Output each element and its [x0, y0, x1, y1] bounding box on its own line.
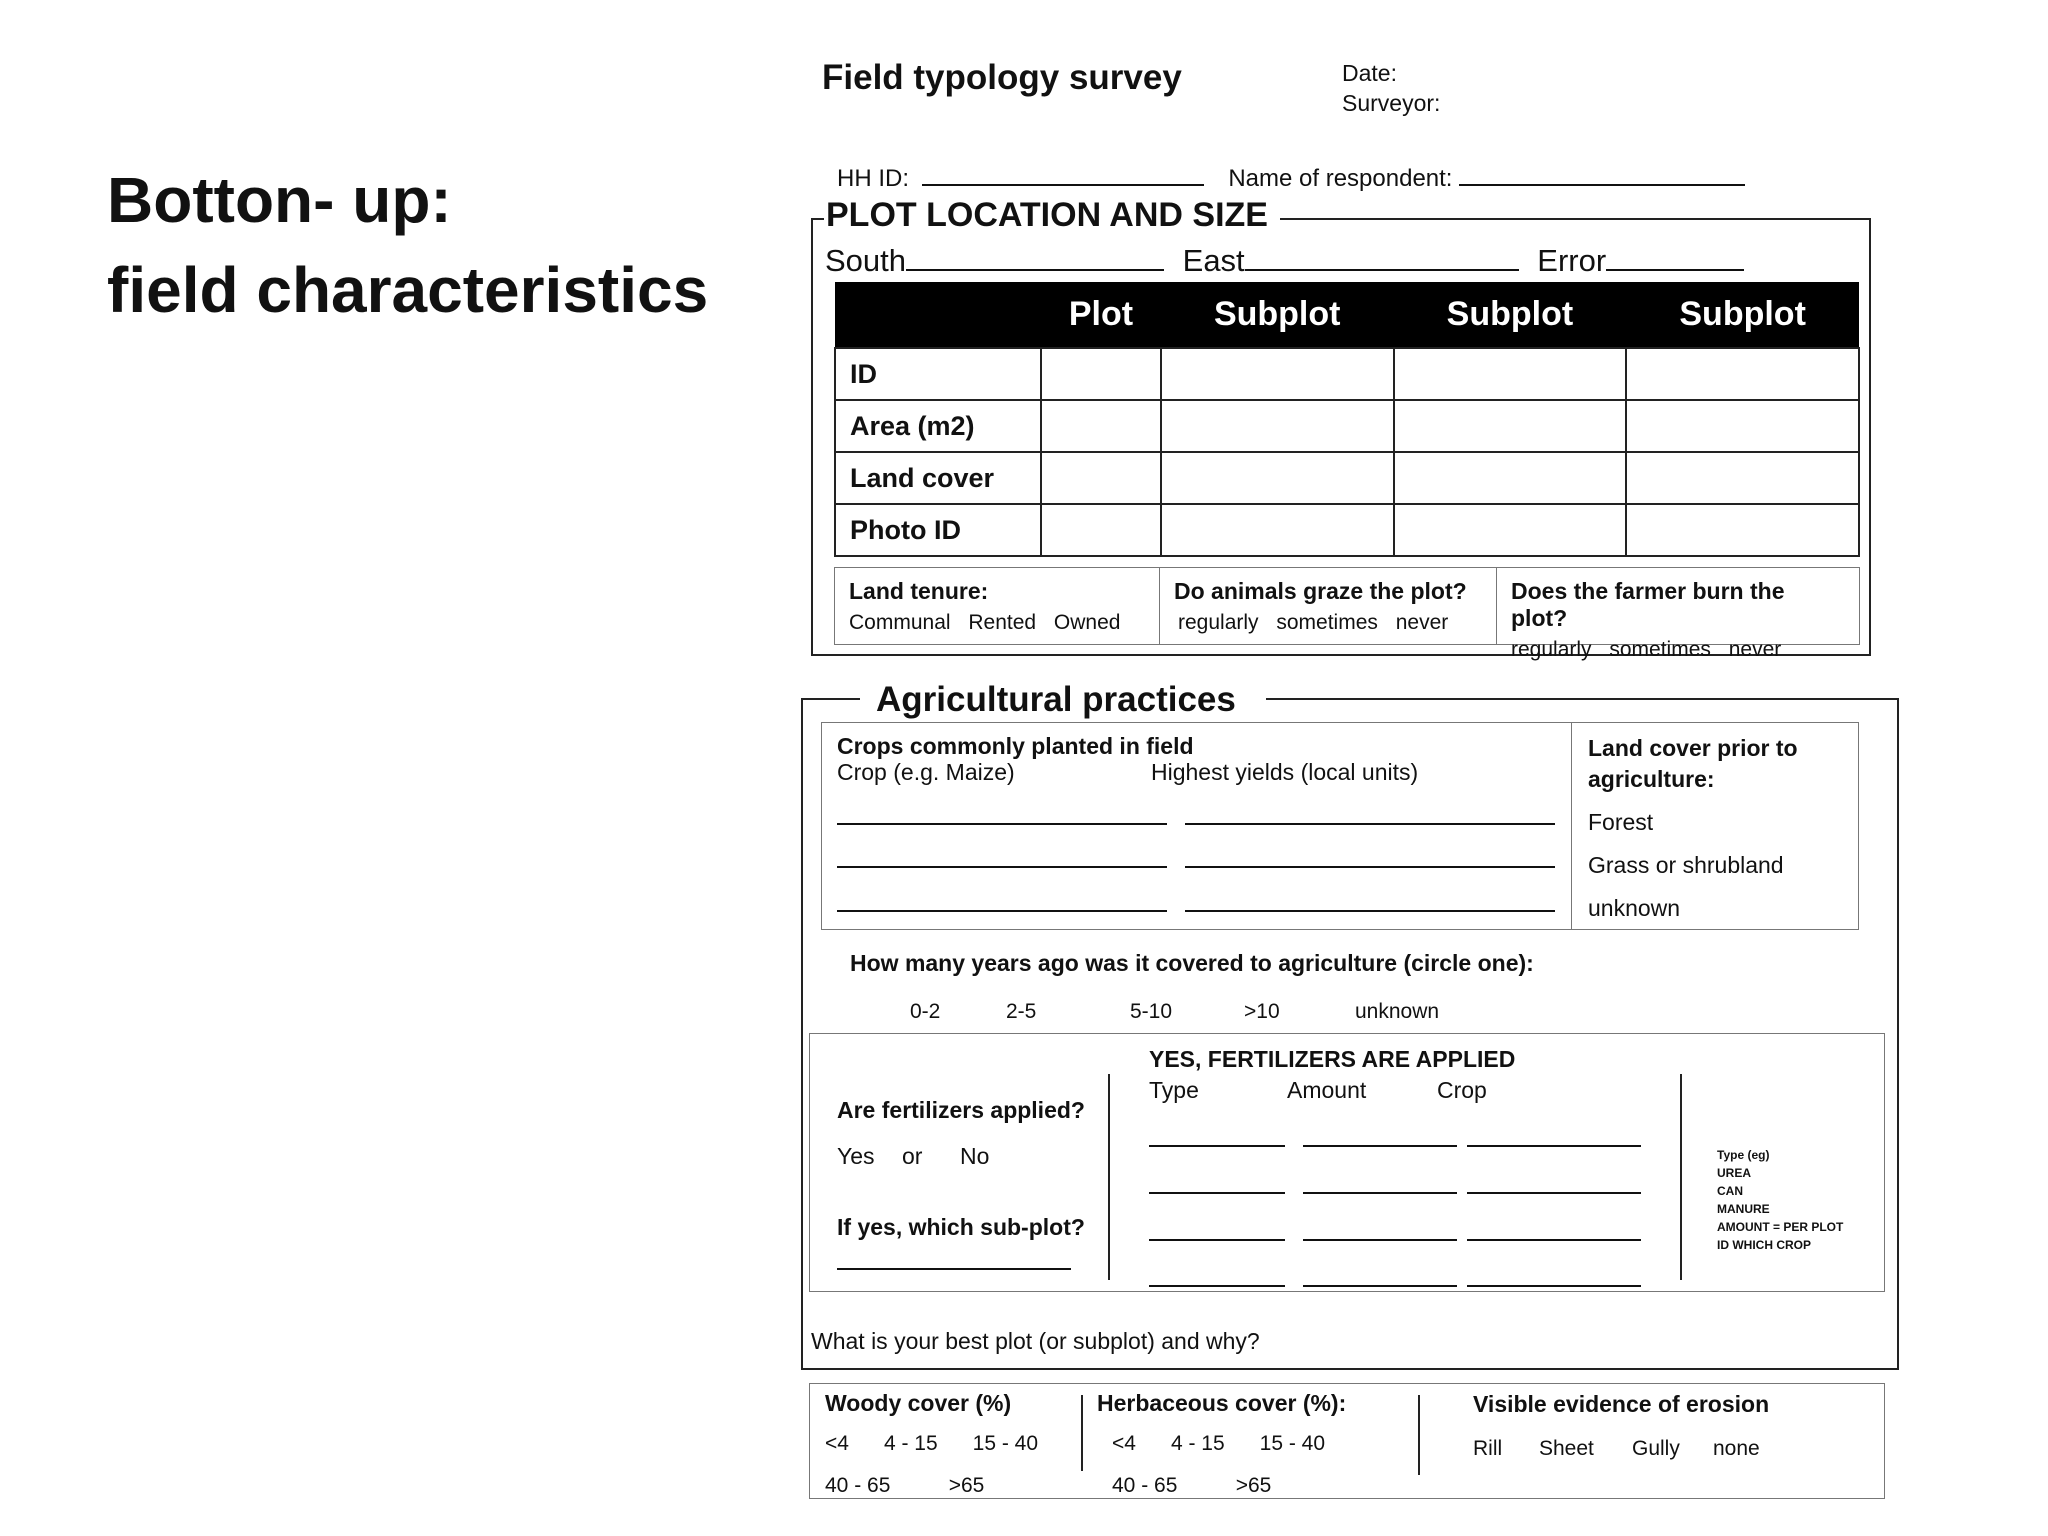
- crop-column-label: Crop (e.g. Maize): [837, 759, 1015, 785]
- fert-crop-line[interactable]: [1467, 1145, 1641, 1147]
- subplot-line[interactable]: [837, 1268, 1071, 1270]
- best-plot-question: What is your best plot (or subplot) and why?: [811, 1328, 1260, 1354]
- table-cell[interactable]: [1394, 348, 1627, 400]
- years-option[interactable]: >10: [1244, 1000, 1280, 1023]
- form-meta: [1342, 58, 1440, 118]
- form-title: Field typology survey: [822, 58, 1182, 97]
- land-tenure-cell: [835, 568, 1160, 644]
- table-cell[interactable]: [1161, 348, 1394, 400]
- fertilizer-question: Are fertilizers applied?: [837, 1097, 1085, 1123]
- note-line: MANURE: [1717, 1202, 1770, 1216]
- crop-line[interactable]: [837, 823, 1167, 825]
- fert-type-line[interactable]: [1149, 1239, 1285, 1241]
- herbaceous-cover-options-row-2[interactable]: 40 - 65 >65: [1112, 1474, 1272, 1497]
- fert-crop-line[interactable]: [1467, 1192, 1641, 1194]
- row-label: ID: [835, 348, 1041, 400]
- years-option[interactable]: 5-10: [1130, 1000, 1173, 1023]
- years-option[interactable]: 0-2: [910, 1000, 941, 1023]
- subplot-question: If yes, which sub-plot?: [837, 1214, 1085, 1240]
- table-cell[interactable]: [1626, 452, 1859, 504]
- land-tenure-options[interactable]: Communal Rented Owned: [849, 611, 1121, 634]
- table-cell[interactable]: [1161, 504, 1394, 556]
- note-line: ID WHICH CROP: [1717, 1238, 1811, 1252]
- note-line: UREA: [1717, 1166, 1752, 1180]
- crop-line[interactable]: [837, 910, 1167, 912]
- fertilizer-divider: [1680, 1074, 1682, 1280]
- herbaceous-cover-title: Herbaceous cover (%):: [1097, 1390, 1347, 1416]
- slide-title: [107, 155, 708, 335]
- table-row: [835, 348, 1859, 400]
- burning-options[interactable]: regularly sometimes never: [1511, 638, 1782, 661]
- fert-crop-line[interactable]: [1467, 1239, 1641, 1241]
- table-row: [835, 400, 1859, 452]
- grazing-cell: [1160, 568, 1497, 644]
- south-field[interactable]: [906, 247, 1164, 271]
- row-label: Photo ID: [835, 504, 1041, 556]
- years-option[interactable]: unknown: [1355, 1000, 1440, 1023]
- row-label: Area (m2): [835, 400, 1041, 452]
- south-label: South: [825, 243, 907, 278]
- table-cell[interactable]: [1161, 452, 1394, 504]
- cover-divider: [1418, 1395, 1420, 1475]
- crops-divider: [1571, 722, 1572, 930]
- table-row: [835, 452, 1859, 504]
- table-cell[interactable]: [1041, 452, 1161, 504]
- fertilizer-yes-option[interactable]: Yes: [837, 1143, 875, 1169]
- fert-type-line[interactable]: [1149, 1192, 1285, 1194]
- cover-divider: [1081, 1395, 1083, 1471]
- woody-cover-title: Woody cover (%): [825, 1390, 1012, 1416]
- coordinates-row: [825, 243, 1744, 279]
- surveyor-label: Surveyor:: [1342, 90, 1441, 116]
- col-header: Subplot: [1161, 282, 1394, 348]
- fert-col-type: Type: [1149, 1077, 1199, 1103]
- table-cell[interactable]: [1626, 504, 1859, 556]
- table-cell[interactable]: [1394, 400, 1627, 452]
- burning-question: Does the farmer burn the plot?: [1511, 578, 1785, 631]
- east-label: East: [1182, 243, 1245, 278]
- hh-row: [837, 165, 1745, 193]
- yield-column-label: Highest yields (local units): [1151, 759, 1419, 785]
- plot-table: [834, 282, 1860, 557]
- years-option[interactable]: 2-5: [1006, 1000, 1037, 1023]
- plot-location-heading: PLOT LOCATION AND SIZE: [824, 196, 1280, 235]
- crop-line[interactable]: [837, 866, 1167, 868]
- slide-title-line-1: Botton- up:: [107, 164, 452, 236]
- table-cell[interactable]: [1626, 348, 1859, 400]
- prior-option[interactable]: Grass or shrubland: [1588, 852, 1784, 878]
- plot-table-header: [835, 282, 1859, 348]
- table-corner: [835, 282, 1041, 348]
- table-cell[interactable]: [1041, 348, 1161, 400]
- slide-title-line-2: field characteristics: [107, 254, 709, 326]
- fertilizer-or-text: or: [902, 1143, 923, 1169]
- table-cell[interactable]: [1394, 452, 1627, 504]
- erosion-option[interactable]: Rill: [1473, 1437, 1503, 1460]
- land-tenure-question: Land tenure:: [849, 578, 989, 604]
- herbaceous-cover-options-row-1[interactable]: <4 4 - 15 15 - 40: [1112, 1432, 1326, 1455]
- fertilizer-no-option[interactable]: No: [960, 1143, 990, 1169]
- yield-line[interactable]: [1185, 823, 1555, 825]
- fert-amount-line[interactable]: [1303, 1192, 1457, 1194]
- table-cell[interactable]: [1394, 504, 1627, 556]
- woody-cover-options-row-2[interactable]: 40 - 65 >65: [825, 1474, 985, 1497]
- crops-heading: Crops commonly planted in field: [837, 733, 1194, 759]
- fert-col-amount: Amount: [1287, 1077, 1367, 1103]
- fertilizer-divider: [1108, 1074, 1110, 1280]
- note-line: CAN: [1717, 1184, 1743, 1198]
- prior-land-cover: [1588, 733, 1798, 924]
- hh-id-field[interactable]: [922, 166, 1204, 186]
- prior-option[interactable]: Forest: [1588, 809, 1654, 835]
- grazing-options[interactable]: regularly sometimes never: [1178, 611, 1449, 634]
- east-field[interactable]: [1245, 247, 1519, 271]
- row-label: Land cover: [835, 452, 1041, 504]
- fert-amount-line[interactable]: [1303, 1145, 1457, 1147]
- hh-id-label: HH ID:: [837, 165, 909, 192]
- date-label: Date:: [1342, 60, 1397, 86]
- erosion-option[interactable]: Gully: [1632, 1437, 1680, 1460]
- respondent-field[interactable]: [1459, 166, 1745, 186]
- col-header: Plot: [1041, 282, 1161, 348]
- woody-cover-options-row-1[interactable]: <4 4 - 15 15 - 40: [825, 1432, 1039, 1455]
- note-line: AMOUNT = PER PLOT: [1717, 1220, 1844, 1234]
- error-field[interactable]: [1606, 247, 1744, 271]
- burning-cell: [1497, 568, 1859, 661]
- yield-line[interactable]: [1185, 910, 1555, 912]
- error-label: Error: [1537, 243, 1607, 278]
- table-cell[interactable]: [1041, 504, 1161, 556]
- fert-type-line[interactable]: [1149, 1285, 1285, 1287]
- prior-title-line-2: agriculture:: [1588, 766, 1715, 792]
- table-cell[interactable]: [1161, 400, 1394, 452]
- note-line: Type (eg): [1717, 1148, 1770, 1162]
- fert-type-line[interactable]: [1149, 1145, 1285, 1147]
- erosion-title: Visible evidence of erosion: [1473, 1391, 1770, 1417]
- yield-line[interactable]: [1185, 866, 1555, 868]
- erosion-option[interactable]: none: [1713, 1437, 1760, 1460]
- prior-option[interactable]: unknown: [1588, 895, 1681, 921]
- fert-amount-line[interactable]: [1303, 1285, 1457, 1287]
- erosion-option[interactable]: Sheet: [1539, 1437, 1594, 1460]
- years-question: How many years ago was it covered to agriculture (circle one):: [850, 950, 1534, 976]
- agricultural-practices-heading: Agricultural practices: [860, 680, 1266, 720]
- fert-crop-line[interactable]: [1467, 1285, 1641, 1287]
- prior-title-line-1: Land cover prior to: [1588, 735, 1798, 761]
- col-header: Subplot: [1394, 282, 1627, 348]
- respondent-label: Name of respondent:: [1228, 165, 1453, 192]
- table-cell[interactable]: [1041, 400, 1161, 452]
- fertilizer-notes: [1717, 1146, 1843, 1254]
- fert-amount-line[interactable]: [1303, 1239, 1457, 1241]
- grazing-question: Do animals graze the plot?: [1174, 578, 1467, 604]
- fert-col-crop: Crop: [1437, 1077, 1487, 1103]
- tenure-grazing-burning-row: [834, 567, 1860, 661]
- col-header: Subplot: [1626, 282, 1859, 348]
- table-cell[interactable]: [1626, 400, 1859, 452]
- table-row: [835, 504, 1859, 556]
- fertilizer-applied-heading: YES, FERTILIZERS ARE APPLIED: [1149, 1046, 1516, 1072]
